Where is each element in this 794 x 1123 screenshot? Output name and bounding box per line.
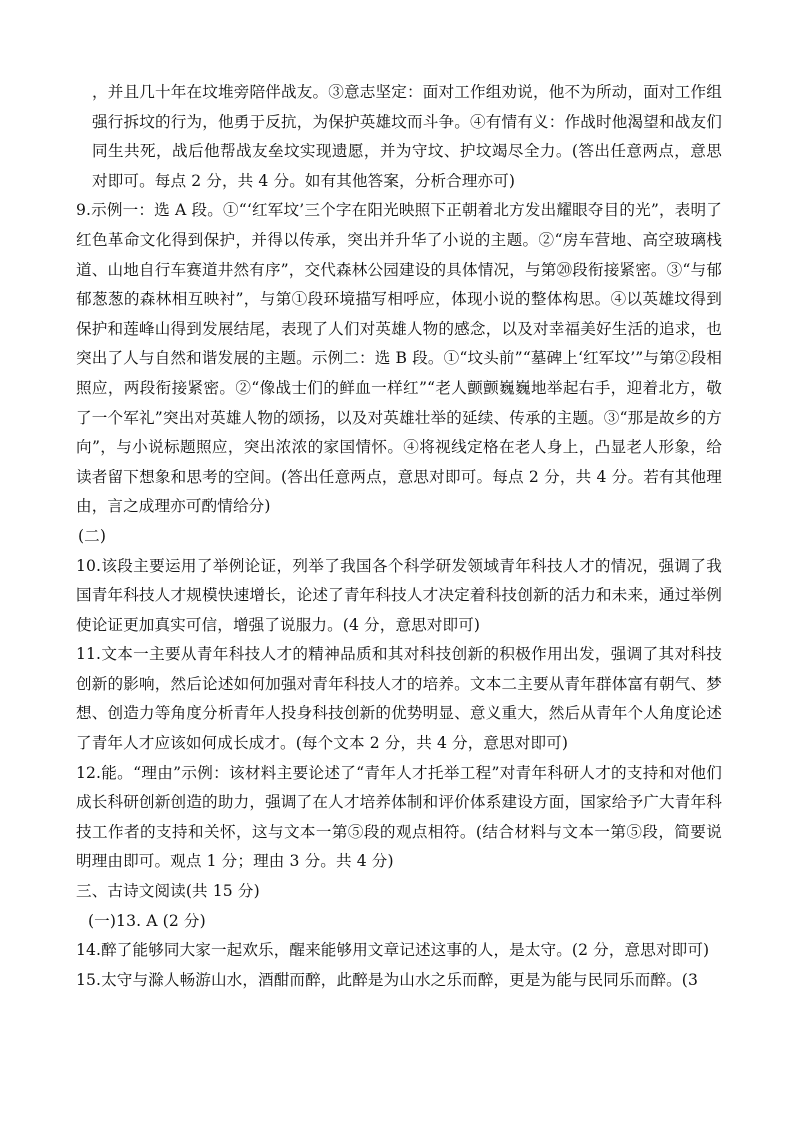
section-three-heading: 三、古诗文阅读(共 15 分): [76, 882, 260, 901]
answer-12-paragraph: 12.能。“理由”示例：该材料主要论述了“青年人才托举工程”对青年科研人才的支持和对他们成长科研创新创造的助力，强调了在人才培养体制和评价体系建设方面，国家给予广大青年科技工作者的支持和关怀，这与文本一第⑤段的观点相符。(结合材料与文本一第⑤段，简要说明理由即可。观点 1 分；理由 3 分。共 4 分): [76, 763, 722, 871]
answer-13-paragraph: (一)13. A (2 分): [88, 911, 206, 930]
answer-document: [76, 78, 722, 995]
answer-11-paragraph: 11.文本一主要从青年科技人才的精神品质和其对科技创新的积极作用出发，强调了其对科技创新的影响，然后论述如何加强对青年科技人才的培养。文本二主要从青年群体富有朝气、梦想、创造力等角度分析青年人投身科技创新的优势明显、意义重大，然后从青年个人角度论述了青年人才应该如何成长成才。(每个文本 2 分，共 4 分，意思对即可): [76, 645, 722, 753]
answer-10-paragraph: 10.该段主要运用了举例论证，列举了我国各个科学研发领域青年科技人才的情况，强调了我国青年科技人才规模快速增长，论述了青年科技人才决定着科技创新的活力和未来，通过举例使论证更加真实可信，增强了说服力。(4 分，意思对即可): [76, 556, 722, 634]
answer-14-paragraph: 14.醉了能够同大家一起欢乐，醒来能够用文章记述这事的人，是太守。(2 分，意思对即可): [76, 941, 710, 960]
section-two-heading: (二): [78, 526, 107, 545]
answer-9-paragraph: 9.示例一：选 A 段。①“‘红军坟’三个字在阳光映照下正朝着北方发出耀眼夺目的光”，表明了红色革命文化得到保护，并得以传承，突出并升华了小说的主题。②“房车营地、高空玻璃栈道、山地自行车赛道井然有序”，交代森林公园建设的具体情况，与第⑳段衔接紧密。③“与郁郁葱葱的森林相互映衬”，与第①段环境描写相呼应，体现小说的整体构思。④以英雄坟得到保护和莲峰山得到发展结尾，表现了人们对英雄人物的感念，以及对幸福美好生活的追求，也突出了人与自然和谐发展的主题。示例二：选 B 段。①“坟头前”“墓碑上‘红军坟’”与第②段相照应，两段衔接紧密。②“像战士们的鲜血一样红”“老人颤颤巍巍地举起右手，迎着北方，敬了一个军礼”突出对英雄人物的颂扬，以及对英雄壮举的延续、传承的主题。③“那是故乡的方向”，与小说标题照应，突出浓浓的家国情怀。④将视线定格在老人身上，凸显老人形象，给读者留下想象和思考的空间。(答出任意两点，意思对即可。每点 2 分，共 4 分。若有其他理由，言之成理亦可酌情给分): [76, 201, 722, 516]
answer-15-paragraph: 15.太守与滁人畅游山水，酒酣而醉，此醉是为山水之乐而醉，更是为能与民同乐而醉。(3: [76, 970, 698, 989]
answer-8-continued-paragraph: ，并且几十年在坟堆旁陪伴战友。③意志坚定：面对工作组劝说，他不为所动，面对工作组强行拆坟的行为，他勇于反抗，为保护英雄坟而斗争。④有情有义：作战时他渴望和战友们同生共死，战后他帮战友垒坟实现遗愿，并为守坟、护坟竭尽全力。(答出任意两点，意思对即可。每点 2 分，共 4 分。如有其他答案，分析合理亦可): [92, 83, 722, 190]
